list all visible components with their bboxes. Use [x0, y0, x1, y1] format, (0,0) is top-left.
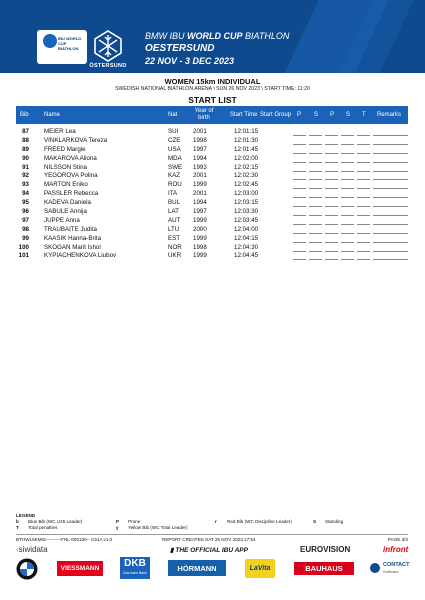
bib: 94: [22, 190, 29, 198]
year-of-birth: 1999: [193, 234, 207, 242]
table-row: [16, 235, 408, 244]
start-time: 12:01:30: [234, 136, 259, 144]
blank-line: [373, 171, 408, 172]
table-row: [16, 172, 408, 181]
start-time: 12:04:15: [234, 234, 259, 242]
year-of-birth: 1994: [193, 199, 207, 207]
start-list-table: [16, 128, 408, 261]
viessmann-logo: VIESSMANN: [57, 561, 103, 576]
col-prone-2: P: [330, 112, 335, 118]
start-time: 12:03:15: [234, 199, 259, 207]
table-row: [16, 155, 408, 164]
table-row: [16, 190, 408, 199]
blank-line: [357, 215, 370, 216]
start-time: 12:01:15: [234, 128, 259, 135]
start-time: 12:02:30: [234, 172, 259, 180]
col-name: Name: [44, 112, 61, 118]
col-prone-1: P: [297, 112, 302, 118]
phone-icon: ▮: [170, 547, 174, 554]
blank-line: [309, 224, 322, 225]
list-title: START LIST: [188, 95, 237, 105]
blank-line: [373, 251, 408, 252]
blank-line: [325, 144, 338, 145]
event-banner: [0, 0, 425, 73]
blank-line: [293, 242, 306, 243]
year-of-birth: 1997: [193, 145, 207, 153]
start-time: 12:02:45: [234, 181, 259, 189]
legend-item: [116, 525, 188, 530]
blank-line: [309, 242, 322, 243]
athlete-name: MEIER Lea: [44, 128, 76, 135]
legend-item: [16, 525, 57, 530]
blank-line: [293, 135, 306, 136]
blank-line: [373, 135, 408, 136]
ibu-world-cup-logo: [37, 30, 87, 64]
blank-line: [325, 153, 338, 154]
table-row: [16, 199, 408, 208]
athlete-name: KADEVA Daniela: [44, 199, 92, 207]
bib: 91: [22, 163, 29, 171]
ibu-app-logo: [170, 546, 248, 554]
dkb-text: DKB: [124, 558, 146, 569]
blank-line: [357, 259, 370, 260]
blank-line: [341, 197, 354, 198]
start-time: 12:03:30: [234, 208, 259, 216]
blank-line: [373, 144, 408, 145]
contact-subtext: Software: [383, 569, 399, 574]
blank-line: [309, 179, 322, 180]
blank-line: [309, 153, 322, 154]
blank-line: [373, 224, 408, 225]
table-row: [16, 217, 408, 226]
divider: [16, 534, 408, 535]
blank-line: [357, 162, 370, 163]
nation: MDA: [168, 154, 182, 162]
athlete-name: FREED Margie: [44, 145, 86, 153]
athlete-name: KAASIK Hanna-Brita: [44, 234, 102, 242]
nation: EST: [168, 234, 181, 242]
table-row: [16, 137, 408, 146]
doc-code: BTHW15KMIS----------FNL-000100-- C51A v1.0: [16, 537, 113, 542]
page-number: PAGE 3/3: [387, 537, 408, 542]
blank-line: [341, 162, 354, 163]
table-row: [16, 128, 408, 137]
bib: 99: [22, 234, 29, 242]
blank-line: [309, 162, 322, 163]
col-year-of-birth: Year of birth: [194, 108, 214, 121]
bib: 90: [22, 154, 29, 162]
nation: BUL: [168, 199, 181, 207]
blank-line: [325, 224, 338, 225]
athlete-name: SKOGAN Marit Ishol: [44, 243, 101, 251]
blank-line: [341, 171, 354, 172]
ibu-app-text: THE OFFICIAL IBU APP: [175, 547, 248, 554]
blank-line: [373, 162, 408, 163]
nation: LTU: [168, 225, 180, 233]
blank-line: [293, 188, 306, 189]
logo-text: IBU WORLD CUP BIATHLON: [58, 36, 82, 51]
blank-line: [373, 179, 408, 180]
nation: KAZ: [168, 172, 181, 180]
bib: 88: [22, 136, 29, 144]
blank-line: [341, 242, 354, 243]
blank-line: [325, 259, 338, 260]
bib: 97: [22, 216, 29, 224]
start-time: 12:03:45: [234, 216, 259, 224]
blank-line: [309, 171, 322, 172]
nation: UKR: [168, 252, 182, 260]
athlete-name: NILSSON Stina: [44, 163, 87, 171]
legend-text: Blue Bib (WC U25 Leader): [28, 519, 83, 524]
blank-line: [341, 251, 354, 252]
legend-text: Red Bib (WC Discipline Leader): [227, 519, 292, 524]
legend-code: r: [215, 519, 217, 524]
year-of-birth: 2001: [193, 128, 207, 135]
athlete-name: KYPIACHENKOVA Liubov: [44, 252, 117, 260]
blank-line: [341, 206, 354, 207]
blank-line: [357, 242, 370, 243]
year-of-birth: 1999: [193, 252, 207, 260]
bib: 95: [22, 199, 29, 207]
table-row: [16, 252, 408, 261]
nation: ROU: [168, 181, 182, 189]
blank-line: [293, 171, 306, 172]
athlete-name: TRAUBAITE Judita: [44, 225, 97, 233]
blank-line: [293, 197, 306, 198]
start-time: 12:02:00: [234, 154, 259, 162]
legend-text: Standing: [325, 519, 344, 524]
year-of-birth: 1993: [193, 163, 207, 171]
blank-line: [293, 259, 306, 260]
blank-line: [325, 171, 338, 172]
blank-line: [341, 179, 354, 180]
blank-line: [293, 144, 306, 145]
col-nat: Nat: [168, 112, 178, 118]
table-row: [16, 146, 408, 155]
athlete-name: VINKLARKOVA Tereza: [44, 136, 108, 144]
year-of-birth: 2001: [193, 172, 207, 180]
legend-text: Yellow Bib (WC Total Leader): [128, 525, 188, 530]
year-of-birth: 1997: [193, 208, 207, 216]
legend-item: [16, 519, 82, 524]
blank-line: [373, 153, 408, 154]
blank-line: [309, 197, 322, 198]
event-sport: BIATHLON: [245, 31, 290, 41]
blank-line: [341, 224, 354, 225]
legend-item: [313, 519, 343, 524]
blank-line: [325, 251, 338, 252]
blank-line: [293, 215, 306, 216]
bib: 96: [22, 208, 29, 216]
table-row: [16, 208, 408, 217]
bib: 100: [18, 243, 29, 251]
event-world-cup: WORLD CUP: [187, 31, 243, 41]
blank-line: [341, 188, 354, 189]
table-row: [16, 244, 408, 253]
blank-line: [293, 251, 306, 252]
start-time: 12:04:00: [234, 225, 259, 233]
blank-line: [373, 259, 408, 260]
nation: LAT: [168, 208, 179, 216]
legend-item: [116, 519, 140, 524]
blank-line: [373, 188, 408, 189]
dkb-logo: [120, 557, 150, 579]
athlete-name: MAKAROVA Aliona: [44, 154, 97, 162]
event-dates: 22 NOV - 3 DEC 2023: [145, 56, 235, 66]
venue-name: OESTERSUND: [145, 43, 215, 54]
athlete-name: SABULE Annija: [44, 208, 87, 216]
col-standing-2: S: [346, 112, 351, 118]
athlete-name: JUPPE Anna: [44, 216, 80, 224]
snowflake-icon: [91, 29, 125, 63]
blank-line: [293, 153, 306, 154]
bib: 87: [22, 128, 29, 135]
blank-line: [309, 259, 322, 260]
start-time: 12:03:00: [234, 190, 259, 198]
blank-line: [357, 153, 370, 154]
legend-code: T: [16, 525, 19, 530]
blank-line: [325, 135, 338, 136]
nation: SWE: [168, 163, 183, 171]
blank-line: [309, 188, 322, 189]
bauhaus-logo: BAUHAUS: [294, 562, 354, 575]
blank-line: [341, 135, 354, 136]
blank-line: [325, 215, 338, 216]
blank-line: [357, 206, 370, 207]
col-standing-1: S: [314, 112, 319, 118]
blank-line: [357, 179, 370, 180]
venue-logo-label: ÖSTERSUND: [89, 63, 127, 69]
blank-line: [325, 206, 338, 207]
nation: USA: [168, 145, 181, 153]
blank-line: [325, 242, 338, 243]
blank-line: [325, 188, 338, 189]
blank-line: [373, 206, 408, 207]
year-of-birth: 1998: [193, 243, 207, 251]
legend-code: S: [313, 519, 317, 524]
blank-line: [357, 188, 370, 189]
eurovision-logo: EUROVISION: [300, 545, 351, 554]
legend-text: Prone: [128, 519, 141, 524]
blank-line: [341, 144, 354, 145]
year-of-birth: 1998: [193, 136, 207, 144]
year-of-birth: 2001: [193, 190, 207, 198]
start-time: 12:02:15: [234, 163, 259, 171]
blank-line: [357, 251, 370, 252]
blank-line: [325, 233, 338, 234]
table-row: [16, 164, 408, 173]
legend-item: [215, 519, 292, 524]
blank-line: [325, 179, 338, 180]
legend-text: Total penalties: [28, 525, 58, 530]
col-remarks: Remarks: [377, 112, 402, 118]
bib: 98: [22, 225, 29, 233]
blank-line: [341, 215, 354, 216]
blank-line: [293, 162, 306, 163]
blank-line: [373, 233, 408, 234]
blank-line: [357, 233, 370, 234]
event-prefix: BMW IBU: [145, 31, 185, 41]
siwidata-text: siwidata: [18, 545, 48, 554]
athlete-name: PASSLER Rebecca: [44, 190, 99, 198]
blank-line: [373, 215, 408, 216]
legend-title: LEGEND: [16, 513, 36, 518]
blank-line: [325, 162, 338, 163]
race-subtitle: SWEDISH NATIONAL BIATHLON ARENA \ SUN 26 NOV 2023 \ START TIME: 11:20: [115, 85, 310, 92]
dkb-subtext: Das kann Bank: [123, 571, 147, 575]
blank-line: [293, 206, 306, 207]
event-name: [145, 31, 289, 41]
bib: 89: [22, 145, 29, 153]
blank-line: [357, 224, 370, 225]
contact-icon: [370, 563, 380, 573]
infront-logo: infront: [383, 545, 409, 554]
blank-line: [293, 233, 306, 234]
col-start-time: Start Time: [230, 112, 258, 118]
col-bib: Bib: [20, 112, 29, 118]
legend-code: P: [116, 519, 120, 524]
siwidata-logo: ‹siwidata: [16, 545, 48, 554]
bib: 93: [22, 181, 29, 189]
blank-line: [373, 242, 408, 243]
legend-code: y: [116, 525, 119, 530]
blank-line: [309, 206, 322, 207]
nation: ITA: [168, 190, 178, 198]
table-row: [16, 226, 408, 235]
report-created: REPORT CREATED SAT 25 NOV 2023 17:54: [162, 537, 256, 542]
bmw-logo-icon: [16, 558, 38, 580]
contact-text: CONTACT: [383, 562, 410, 568]
bib: 101: [18, 252, 29, 260]
blank-line: [357, 197, 370, 198]
col-total: T: [362, 112, 366, 118]
hormann-logo: HÖRMANN: [168, 560, 226, 576]
table-header: [16, 106, 408, 124]
blank-line: [293, 179, 306, 180]
start-time: 12:01:45: [234, 145, 259, 153]
blank-line: [309, 251, 322, 252]
athlete-name: MARTON Eniko: [44, 181, 88, 189]
globe-icon: [43, 34, 57, 48]
nation: NOR: [168, 243, 182, 251]
nation: SUI: [168, 128, 179, 135]
year-of-birth: 2000: [193, 225, 207, 233]
blank-line: [325, 197, 338, 198]
start-time: 12:04:45: [234, 252, 259, 260]
nation: AUT: [168, 216, 181, 224]
bib: 92: [22, 172, 29, 180]
col-start-group: Start Group: [260, 112, 292, 118]
athlete-name: YEGOROVA Polina: [44, 172, 98, 180]
legend-code: b: [16, 519, 19, 524]
blank-line: [293, 224, 306, 225]
blank-line: [357, 144, 370, 145]
blank-line: [357, 135, 370, 136]
blank-line: [309, 215, 322, 216]
blank-line: [341, 153, 354, 154]
year-of-birth: 1999: [193, 181, 207, 189]
lavita-logo: LaVita: [245, 559, 275, 578]
race-title: WOMEN 15km INDIVIDUAL: [164, 77, 261, 86]
nation: CZE: [168, 136, 181, 144]
year-of-birth: 1994: [193, 154, 207, 162]
blank-line: [309, 233, 322, 234]
blank-line: [309, 135, 322, 136]
blank-line: [357, 171, 370, 172]
blank-line: [341, 259, 354, 260]
start-time: 12:04:30: [234, 243, 259, 251]
blank-line: [341, 233, 354, 234]
blank-line: [309, 144, 322, 145]
year-of-birth: 1999: [193, 216, 207, 224]
table-row: [16, 181, 408, 190]
blank-line: [373, 197, 408, 198]
